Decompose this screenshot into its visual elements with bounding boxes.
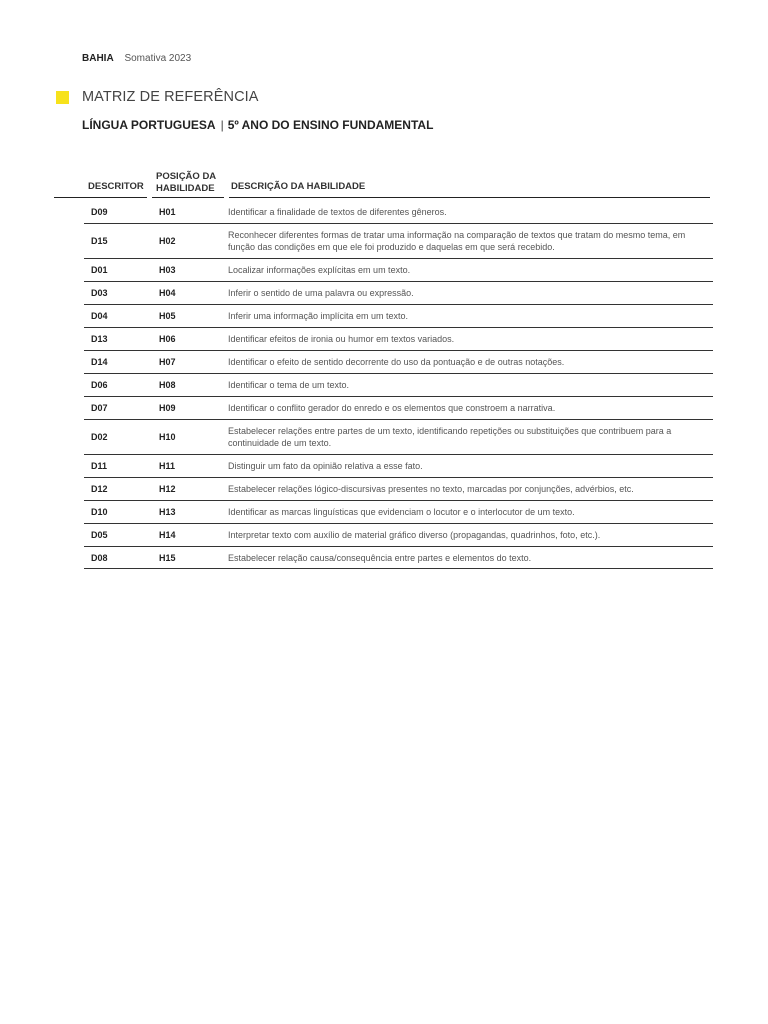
descritor-cell: D13: [91, 334, 108, 344]
descritor-cell: D04: [91, 311, 108, 321]
column-header-descritor: DESCRITOR: [88, 181, 144, 192]
habilidade-cell: H01: [159, 207, 176, 217]
habilidade-cell: H13: [159, 507, 176, 517]
header-divider: [152, 197, 224, 198]
table-row: [84, 455, 713, 478]
descricao-cell: Identificar o tema de um texto.: [228, 380, 350, 390]
habilidade-cell: H03: [159, 265, 176, 275]
descricao-cell: Reconhecer diferentes formas de tratar uma informação na comparação de textos que tratam do mesmo tema, em função das condições em que ele foi produzido e daquelas em que será recebido.: [228, 230, 686, 252]
table-row: [84, 478, 713, 501]
descricao-cell: Identificar efeitos de ironia ou humor em textos variados.: [228, 334, 455, 344]
reference-matrix-table: [84, 201, 713, 569]
descritor-cell: D12: [91, 484, 108, 494]
descritor-cell: D02: [91, 432, 108, 442]
descritor-cell: D10: [91, 507, 108, 517]
table-row: [84, 351, 713, 374]
header-edition: Somativa 2023: [124, 53, 192, 64]
table-row: [84, 282, 713, 305]
descricao-cell: Inferir uma informação implícita em um texto.: [228, 311, 409, 321]
habilidade-cell: H07: [159, 357, 176, 367]
table-row: [84, 420, 713, 455]
descritor-cell: D03: [91, 288, 108, 298]
descritor-cell: D14: [91, 357, 108, 367]
descricao-cell: Estabelecer relações lógico-discursivas presentes no texto, marcadas por conjunções, advérbios, etc.: [228, 484, 634, 494]
header-state: BAHIA: [82, 53, 114, 64]
habilidade-cell: H02: [159, 236, 176, 246]
page-header: [82, 53, 191, 64]
habilidade-cell: H08: [159, 380, 176, 390]
descricao-cell: Identificar a finalidade de textos de diferentes gêneros.: [228, 207, 447, 217]
descricao-cell: Interpretar texto com auxílio de material gráfico diverso (propagandas, quadrinhos, foto, etc.).: [228, 530, 601, 540]
descricao-cell: Identificar o efeito de sentido decorrente do uso da pontuação e de outras notações.: [228, 357, 565, 367]
column-header-descricao: DESCRIÇÃO DA HABILIDADE: [231, 181, 366, 192]
descritor-cell: D11: [91, 461, 108, 471]
table-row: [84, 259, 713, 282]
yellow-square-icon: [56, 91, 69, 104]
header-divider: [229, 197, 710, 198]
grade-label: 5º ANO DO ENSINO FUNDAMENTAL: [227, 118, 434, 132]
habilidade-cell: H12: [159, 484, 176, 494]
table-row: [84, 524, 713, 547]
habilidade-cell: H04: [159, 288, 176, 298]
column-header-posicao-line2: HABILIDADE: [156, 183, 215, 194]
descricao-cell: Distinguir um fato da opinião relativa a esse fato.: [228, 461, 423, 471]
table-row: [84, 547, 713, 569]
column-header-posicao-line1: POSIÇÃO DA: [156, 171, 217, 182]
document-subtitle: [82, 118, 433, 132]
section-title-text: MATRIZ DE REFERÊNCIA: [82, 89, 259, 105]
descricao-cell: Estabelecer relações entre partes de um texto, identificando repetições ou substituições que contribuem para a continuidade de um texto.: [228, 426, 672, 448]
table-row: [84, 305, 713, 328]
habilidade-cell: H05: [159, 311, 176, 321]
habilidade-cell: H09: [159, 403, 176, 413]
habilidade-cell: H06: [159, 334, 176, 344]
descritor-cell: D08: [91, 552, 108, 563]
descricao-cell: Identificar as marcas linguísticas que evidenciam o locutor e o interlocutor de um texto.: [228, 507, 575, 517]
habilidade-cell: H11: [159, 461, 176, 471]
descritor-cell: D05: [91, 530, 108, 540]
table-row: [84, 224, 713, 259]
subtitle-separator: |: [220, 118, 224, 132]
habilidade-cell: H10: [159, 432, 176, 442]
section-title: [56, 89, 259, 105]
table-row: [84, 201, 713, 224]
descritor-cell: D06: [91, 380, 108, 390]
descricao-cell: Estabelecer relação causa/consequência entre partes e elementos do texto.: [228, 552, 532, 563]
header-divider: [54, 197, 147, 198]
column-header-posicao: [156, 171, 216, 195]
table-row: [84, 328, 713, 351]
descritor-cell: D07: [91, 403, 108, 413]
descritor-cell: D15: [91, 236, 108, 246]
habilidade-cell: H14: [159, 530, 176, 540]
descricao-cell: Localizar informações explícitas em um texto.: [228, 265, 411, 275]
descricao-cell: Identificar o conflito gerador do enredo e os elementos que constroem a narrativa.: [228, 403, 556, 413]
descritor-cell: D09: [91, 207, 108, 217]
subject-label: LÍNGUA PORTUGUESA: [82, 118, 216, 132]
descricao-cell: Inferir o sentido de uma palavra ou expressão.: [228, 288, 414, 298]
table-row: [84, 374, 713, 397]
habilidade-cell: H15: [159, 552, 176, 563]
table-row: [84, 501, 713, 524]
descritor-cell: D01: [91, 265, 108, 275]
table-row: [84, 397, 713, 420]
